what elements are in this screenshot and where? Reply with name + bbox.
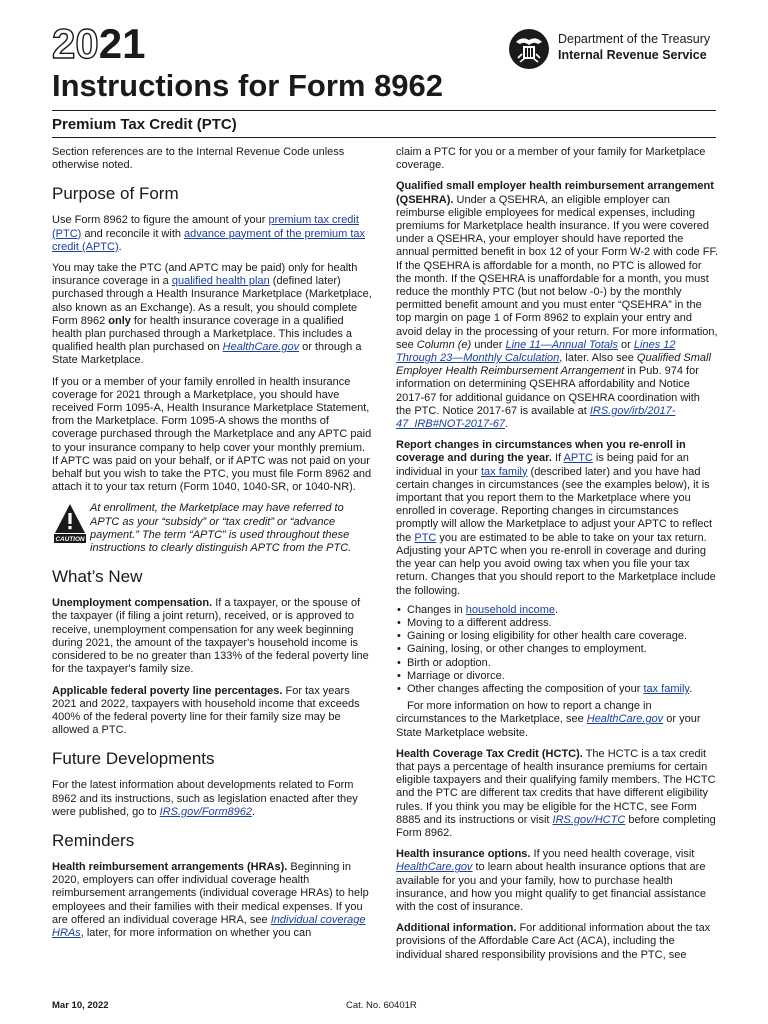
caution-note xyxy=(52,502,374,555)
irs-eagle-seal-icon xyxy=(508,28,550,70)
left-column xyxy=(52,146,374,948)
caution-text: At enrollment, the Marketplace may have referred to APTC as your “subsidy” or “tax credit” or “advance payment.” The term “APTC” is used throughout these instructions to clearly distinguish APTC from the PTC. xyxy=(90,502,352,555)
page-title: Instructions for Form 8962 xyxy=(52,68,444,103)
link-line-11[interactable]: Line 11—Annual Totals xyxy=(505,338,618,351)
link-lines-12-23[interactable]: Lines 12 Through 23—Monthly Calculation xyxy=(396,338,676,365)
list-item: • Other changes affecting the composition of your tax family. xyxy=(407,683,718,696)
link-ptc[interactable]: PTC xyxy=(414,531,437,544)
page-header xyxy=(0,0,768,140)
link-healthcare-gov-3[interactable]: HealthCare.gov xyxy=(396,861,473,874)
header-rule-bottom xyxy=(52,137,716,138)
caution-label: CAUTION xyxy=(55,536,85,544)
more-info-paragraph: For more information on how to report a change in circumstances to the Marketplace, see HealthCare.gov or your State Marketplace website. xyxy=(396,700,701,739)
reminders-hra-paragraph: Health reimbursement arrangements (HRAs). Beginning in 2020, employers can offer individual coverage health reimbursement arrangements (individual coverage HRAs) to help employees and their families with their medical expenses. If you are offered an individual coverage HRA, see Individual coverage HRAs, later, for more information on whether you can xyxy=(52,860,369,939)
link-household-income[interactable]: household income xyxy=(465,603,556,616)
link-irs-form8962[interactable]: IRS.gov/Form8962 xyxy=(159,805,252,818)
qsehra-paragraph: Qualified small employer health reimbursement arrangement (QSEHRA). Under a QSEHRA, an eligible employer can reimburse eligible employees for medical expenses, including premiums for Marketplace health insurance. If you were covered under a QSEHRA, your employer should have reported the annual permitted benefit in box 12 of your Form W-2 with code FF. If the QSEHRA is affordable for a month, no PTC is allowed for the month. If the QSEHRA is unaffordable for a month, you must reduce the monthly PTC (but not below -0-) by the monthly permitted benefit amount and you must enter “QSEHRA” in the top margin on page 1 of Form 8962 to explain your entry and avoid delay in the processing of your return. For more information, see Column (e) under Line 11—Annual Totals or Lines 12 Through 23—Monthly Calculation, later. Also see Qualified Small Employer Health Reimbursement Arrangement in Pub. 974 for information on determining QSEHRA affordability and Notice 2017-67 for additional guidance on QSEHRA coordination with the PTC. Notice 2017-67 is available at IRS.gov/irb/2017-47_IRB#NOT-2017-67. xyxy=(396,180,719,431)
tax-year-outline: 20 xyxy=(52,20,99,67)
link-advance-payment[interactable]: advance payment of the premium tax credit (APTC) xyxy=(52,227,366,253)
list-item: • Moving to a different address. xyxy=(407,617,718,630)
purpose-paragraph-2: You may take the PTC (and APTC may be paid) only for health insurance coverage in a qualified health plan (defined later) purchased through a Health Insurance Marketplace (Marketplace, also known as an Exchange). As a result, you should complete Form 8962 only for health insurance coverage in a qualified health plan purchased through a Marketplace. This includes a qualified health plan purchased on HealthCare.gov or through a State Marketplace. xyxy=(52,262,372,367)
health-insurance-options-paragraph: Health insurance options. If you need health coverage, visit HealthCare.gov to learn about health insurance options that are available for you and your family, how to purchase health insurance, and how you might qualify to get financial assistance with the cost of insurance. xyxy=(396,848,707,913)
heading-whats-new: What’s New xyxy=(52,567,143,587)
heading-reminders: Reminders xyxy=(52,830,135,850)
footer-date: Mar 10, 2022 xyxy=(52,1000,109,1011)
whats-new-poverty-line: Applicable federal poverty line percentages. For tax years 2021 and 2022, taxpayers with household income that exceeds 400% of the federal poverty line for their family size may be allowed a PTC. xyxy=(52,684,360,737)
heading-purpose-of-form: Purpose of Form xyxy=(52,184,179,204)
report-changes-paragraph: Report changes in circumstances when you re-enroll in coverage and during the year. If APTC is being paid for an individual in your tax family (described later) and you have had certain changes in circumstances (see the examples below), it is important that you report them to the Marketplace where you enrolled in coverage. Reporting changes in circumstances promptly will allow the Marketplace to adjust your APTC to reflect the PTC you are estimated to be able to take on your tax return. Adjusting your APTC when you re-enroll in coverage and during the year can help you avoid owing tax when you file your tax return. Changes that you should report to the Marketplace include the following. xyxy=(396,439,716,597)
list-item: • Birth or adoption. xyxy=(407,657,718,670)
caution-icon xyxy=(54,503,86,543)
department-name: Department of the Treasury xyxy=(558,32,711,46)
footer-catalog-number: Cat. No. 60401R xyxy=(346,1000,417,1011)
tax-year xyxy=(52,22,145,66)
purpose-paragraph-1: Use Form 8962 to figure the amount of your premium tax credit (PTC) and reconcile it with advance payment of the premium tax credit (APTC). xyxy=(52,214,366,253)
heading-future-developments: Future Developments xyxy=(52,749,215,769)
list-item: • Changes in household income. xyxy=(407,604,718,617)
link-premium-tax-credit[interactable]: premium tax credit (PTC) xyxy=(52,214,359,240)
link-tax-family[interactable]: tax family xyxy=(481,465,528,478)
right-column xyxy=(396,146,718,970)
changes-list xyxy=(396,604,718,696)
future-developments-paragraph: For the latest information about developments related to Form 8962 and its instructions, such as legislation enacted after they were published, go to IRS.gov/Form8962. xyxy=(52,779,358,818)
link-healthcare-gov[interactable]: HealthCare.gov xyxy=(222,341,300,354)
section-references-note: Section references are to the Internal Revenue Code unless otherwise noted. xyxy=(52,146,345,172)
link-qualified-health-plan[interactable]: qualified health plan xyxy=(171,275,270,288)
tax-year-solid: 21 xyxy=(98,20,146,67)
continued-paragraph: claim a PTC for you or a member of your family for Marketplace coverage. xyxy=(396,146,706,172)
header-rule-top xyxy=(52,110,716,111)
link-tax-family-2[interactable]: tax family xyxy=(643,682,690,695)
whats-new-unemployment: Unemployment compensation. If a taxpayer, or the spouse of the taxpayer (if filing a joint return), received, or is approved to receive, unemployment compensation for any week beginning during 2021, the amount of the taxpayer's household income is considered to be no greater than 133% of the federal poverty line for the taxpayer's family size. xyxy=(52,597,369,676)
link-healthcare-gov-2[interactable]: HealthCare.gov xyxy=(586,713,664,726)
list-item: • Gaining or losing eligibility for other health care coverage. xyxy=(407,630,718,643)
hctc-paragraph: Health Coverage Tax Credit (HCTC). The HCTC is a tax credit that pays a percentage of health insurance premiums for certain eligible taxpayers and their qualifying family members. The HCTC and the PTC are different tax credits that have different eligibility rules. If you think you may be eligible for the HCTC, see Form 8885 and its instructions or visit IRS.gov/HCTC before completing Form 8962. xyxy=(396,747,716,839)
link-irs-hctc[interactable]: IRS.gov/HCTC xyxy=(552,813,626,826)
agency-name: Internal Revenue Service xyxy=(558,48,707,62)
link-individual-coverage-hras[interactable]: Individual coverage HRAs xyxy=(52,913,366,939)
additional-information-paragraph: Additional information. For additional information about the tax provisions of the Affordable Care Act (ACA), including the individual shared responsibility provisions and the PTC, see xyxy=(396,922,711,961)
page-subtitle: Premium Tax Credit (PTC) xyxy=(52,116,237,133)
purpose-paragraph-3: If you or a member of your family enrolled in health insurance coverage for 2021 through a Marketplace, you should have received Form 1095-A, Health Insurance Marketplace Statement, from the Marketplace. Form 1095-A shows the months of coverage purchased through the Marketplace and any APTC paid to your insurance company to help cover your monthly premium. If APTC was paid on your behalf, or if APTC was not paid on your behalf but you wish to take the PTC, you must file Form 8962 and attach it to your tax return (Form 1040, 1040-SR, or 1040-NR). xyxy=(52,375,372,494)
list-item: • Gaining, losing, or other changes to employment. xyxy=(407,643,718,656)
list-item: • Marriage or divorce. xyxy=(407,670,718,683)
link-notice-2017-67[interactable]: IRS.gov/irb/2017-47_IRB#NOT-2017-67 xyxy=(396,404,676,431)
link-aptc[interactable]: APTC xyxy=(563,452,593,465)
